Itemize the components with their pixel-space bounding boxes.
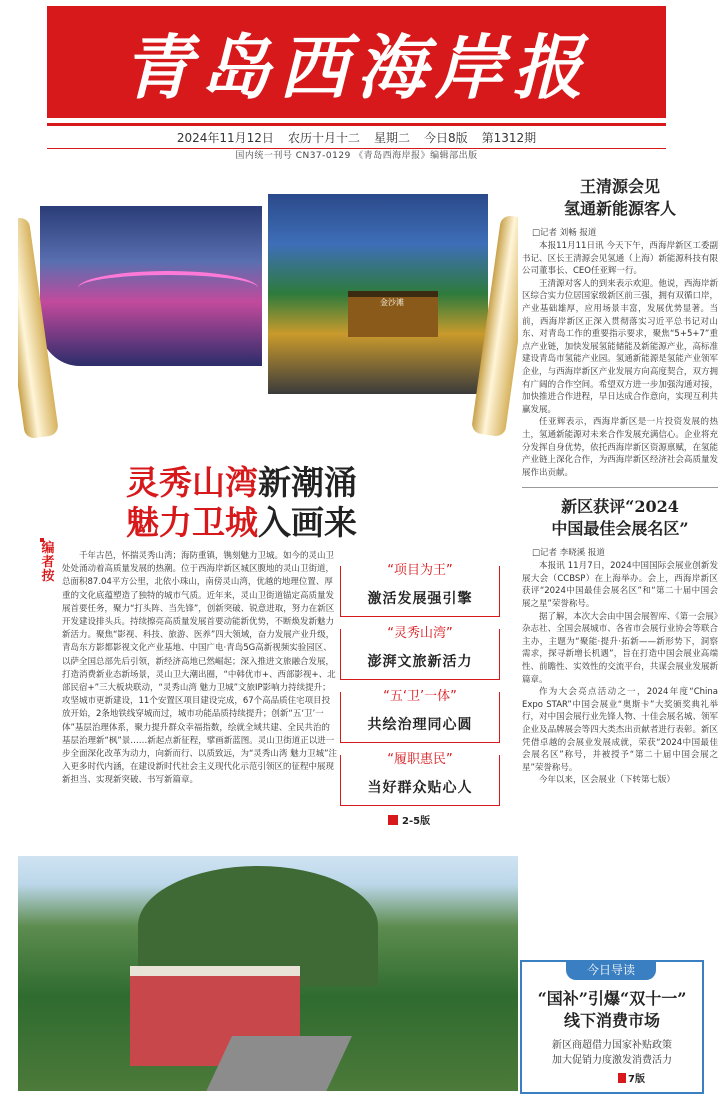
highlight-1	[340, 563, 500, 617]
editor-note-body: 千年古邑，怀揣灵秀山湾；海防重镇，镌刻魅力卫城。如今的灵山卫处处涌动着高质量发展的热潮。位于西海岸新区城区腹地的灵山卫街道，总面积87.04平方公里，北依小珠山，南傍灵山湾，优越的地理位置、厚重的文化底蕴塑造了独特的城市气质。近年来，灵山卫街道锚定高质量发展首要任务，聚力“打头阵、当先锋”，创新突破、锐意进取，努力在新区开发建设排头兵。持续擦亮高质量发展首要动能新优势，不断焕发新魅力新活力。聚焦“影视、科技、旅游、医养”四大领域，奋力发展产业升级，青岛东方影都影视文化产业基地、中国广电·青岛5G高新视频实验园区、以萨全国总部先后引领，新经济高地已然崛起；深入推进文旅融合发展，打造消费新业态新场景，灵山卫大潮出圈，“中韩优市+、西部影视+、北部民宿+”三大板块联动，“灵秀山湾 魅力卫城”文旅IP影响力持续提升；攻坚城市更新建设，11个安置区项目建设完成，67个高品质住宅项目投放开始，2条地铁线穿城而过，城市功能品质持续提升；创新“五‘卫’一体”基层治理体系，聚力提升群众幸福指数，绘就全域共建、全民共治的基层治理新“枫”景……新起点新征程，擘画新蓝图。灵山卫街道正以进一步全面深化改革为动力，向新而行、以质致远，为“灵秀山湾 魅力卫城”注入更多时代内涵，在建设新时代社会主义现代化示范引领区的征程中展现新担当、实现新突破、书写新篇章。	[62, 551, 338, 786]
today-guide-subtitle	[530, 1038, 694, 1068]
headline-2-red: 魅力卫城	[126, 503, 258, 542]
headline-1-red: 灵秀山湾	[126, 463, 258, 502]
article-2-para-1: 本报讯 11月7日，2024中国国际会展业创新发展大会（CCBSP）在上海举办。会上，西海岸新区获评“2024中国最佳会展名区”和“第二十届中国会展之星”荣誉称号。	[522, 561, 718, 610]
lunar-date: 农历十月十二	[287, 130, 360, 145]
guide-title-line1: “国补”引爆“双十一”	[537, 989, 687, 1008]
weekday: 星期二	[373, 130, 410, 145]
bridge-shape	[78, 271, 258, 305]
page-count: 今日8版	[423, 130, 468, 145]
feature-section	[18, 176, 518, 1091]
highlight-3	[340, 689, 500, 743]
guide-title-line2: 线下消费市场	[563, 1011, 660, 1030]
highlight-2-main: 澎湃文旅新活力	[367, 654, 473, 670]
highlight-2	[340, 626, 500, 680]
headline-1-dark: 新潮涌	[258, 463, 357, 502]
highlight-4-main: 当好群众贴心人	[367, 780, 473, 796]
article-2-byline: □记者 李晓溪 报道	[532, 548, 605, 559]
today-guide-page: 7版	[618, 1070, 645, 1085]
article-2-para-3: 作为大会亮点活动之一，2024年度“China Expo STAR”中国会展业“奥斯卡”大奖颁奖典礼举行，对中国会展行业先锋人物、十佳会展名城、领军企业及品牌展会等四大类杰出贡献者进行表彰。新区凭借卓越的会展业发展成就，荣获“2024中国最佳会展名区”称号，并被授予“第二十届中国会展之星”荣誉称号。	[522, 687, 718, 773]
sidebar-news	[522, 176, 718, 1091]
highlight-4	[340, 752, 500, 806]
article-1-title-line2: 氢通新能源客人	[563, 199, 676, 218]
issue-number: 第1312期	[481, 130, 537, 145]
guide-sub-line2: 加大促销力度激发消费活力	[552, 1055, 672, 1066]
article-1-title	[522, 176, 718, 220]
article-divider	[522, 487, 718, 488]
highlight-3-quote: “五‘卫’一体”	[379, 689, 461, 704]
guide-sub-line1: 新区商超借力国家补贴政策	[552, 1040, 672, 1051]
article-1-title-line1: 王清源会见	[579, 177, 660, 196]
article-2-title-line1: 新区获评“2024	[561, 497, 679, 517]
article-1-para-2: 王清源对客人的到来表示欢迎。他说，西海岸新区综合实力位居国家级新区前三强，拥有双循口岸，产业基础雄厚，应用场景丰富，发展优势显著。当前，西海岸新区正深入贯彻落实习近平总书记对山东、对青岛工作的重要指示要求，聚焦“5+5+7”重点产业链，加快发展氢能储能及新能源产业，高标准建设青岛市氢能产业园。氢通新能源是氢能产业领军企业，与西海岸新区产业发展方向高度契合，双方拥有广阔的合作空间。希望双方进一步加强沟通对接，加快推进合作进程，早日达成合作意向，实现互利共赢发展。	[522, 278, 718, 415]
feature-headline	[126, 463, 357, 543]
today-guide-tab: 今日导读	[566, 960, 656, 980]
article-2-para-4: 今年以来，区会展业（下转第七版）	[539, 775, 676, 786]
highlight-3-main: 共绘治理同心圆	[367, 717, 473, 733]
article-1-para-1: 本报11月11日讯 今天下午，西海岸新区工委副书记、区长王清源会见氢通（上海）新能源科技有限公司董事长、CEO任亚辉一行。	[522, 241, 718, 277]
feature-page-ref: 2-5版	[388, 812, 430, 827]
article-1-para-3: 任亚辉表示，西海岸新区是一片投资发展的热土，氢通新能源对未来合作发展充满信心。企业将充分发挥自身优势，依托西海岸新区资源禀赋，在氢能产业链上深化合作，为西海岸新区经济社会高质量发展作出贡献。	[522, 417, 718, 478]
article-1-byline: □记者 刘畅 报道	[532, 228, 597, 238]
today-guide[interactable]	[520, 960, 704, 1094]
article-2-para-2: 据了解，本次大会由中国会展智库、《第一会展》杂志社、全国会展城市、各省市会展行业协会等联合主办，主题为“聚能·提升·拓新——新形势下，洞察需求，探寻新增长机遇”，旨在打造中国会展业高端性、前瞻性、实效性的交流平台，共谋会展业发展新篇章。	[522, 611, 718, 685]
masthead	[47, 6, 666, 118]
article-2-title-line2: 中国最佳会展名区”	[551, 519, 689, 539]
headline-2-dark: 入画来	[258, 503, 357, 542]
masthead-title: 青岛西海岸报	[122, 25, 591, 109]
today-guide-title	[522, 988, 702, 1032]
highlight-4-quote: “履职惠民”	[383, 752, 456, 767]
highlight-1-quote: “项目为王”	[383, 563, 456, 578]
article-2-title	[522, 496, 718, 540]
section-highlights	[340, 563, 500, 818]
publication-info: 国内统一刊号 CN37-0129 《青岛西海岸报》编辑部出版	[235, 151, 478, 161]
dateline	[47, 123, 666, 149]
highlight-2-quote: “灵秀山湾”	[383, 626, 456, 641]
highlight-1-main: 激活发展强引擎	[367, 591, 473, 607]
gate-sign: 金沙滩	[380, 298, 404, 307]
date: 2024年11月12日	[176, 130, 274, 145]
editor-note-tag: 编者按	[41, 541, 55, 584]
